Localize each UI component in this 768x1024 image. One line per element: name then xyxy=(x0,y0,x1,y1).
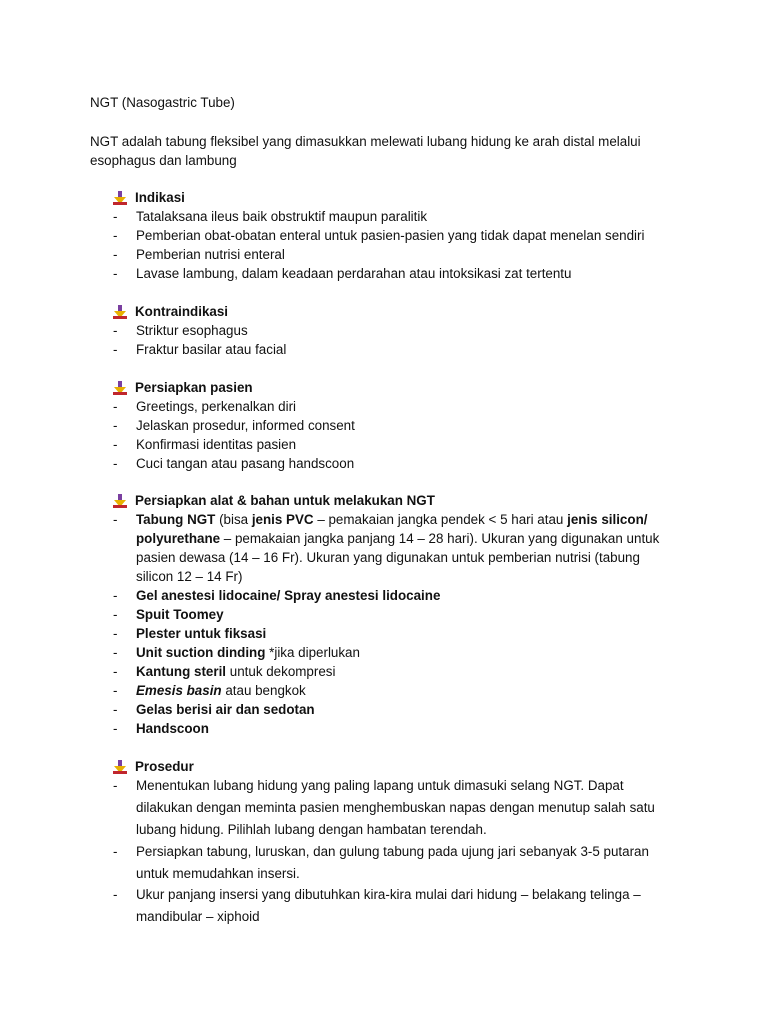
list-dash: - xyxy=(113,228,118,243)
list-dash: - xyxy=(113,778,118,793)
list-item: Fraktur basilar atau facial xyxy=(136,342,287,357)
list-dash: - xyxy=(113,342,118,357)
heading-text: Prosedur xyxy=(135,759,194,774)
list-item: Konfirmasi identitas pasien xyxy=(136,437,297,452)
down-arrow-bullet-icon xyxy=(113,191,127,205)
list-dash: - xyxy=(113,266,118,281)
list-dash: - xyxy=(113,702,118,717)
list-item-spuit: Spuit Toomey xyxy=(136,607,224,622)
section-heading-persiapan-alat xyxy=(113,492,435,510)
list-item: Jelaskan prosedur, informed consent xyxy=(136,418,355,433)
list-item-emesis: Emesis basin atau bengkok xyxy=(136,683,306,698)
section-heading-kontraindikasi xyxy=(113,303,228,321)
list-item-suction: Unit suction dinding *jika diperlukan xyxy=(136,645,360,660)
section-heading-prosedur xyxy=(113,758,194,776)
list-item-gelas: Gelas berisi air dan sedotan xyxy=(136,702,315,717)
down-arrow-bullet-icon xyxy=(113,494,127,508)
list-dash: - xyxy=(113,607,118,622)
list-item-kantung: Kantung steril untuk dekompresi xyxy=(136,664,336,679)
list-item: Striktur esophagus xyxy=(136,323,248,338)
list-item-tabung-line-4: silicon 12 – 14 Fr) xyxy=(136,569,243,584)
list-item-gel: Gel anestesi lidocaine/ Spray anestesi lidocaine xyxy=(136,588,441,603)
list-dash: - xyxy=(113,721,118,736)
prosedur-item-1-line-2: dilakukan dengan meminta pasien menghembuskan napas dengan menutup salah satu xyxy=(136,800,655,815)
list-dash: - xyxy=(113,664,118,679)
prosedur-item-2-line-1: Persiapkan tabung, luruskan, dan gulung tabung pada ujung jari sebanyak 3-5 putaran xyxy=(136,844,649,859)
list-item-tabung-line-2: polyurethane – pemakaian jangka panjang 14 – 28 hari). Ukuran yang digunakan untuk xyxy=(136,531,660,546)
list-dash: - xyxy=(113,323,118,338)
list-dash: - xyxy=(113,645,118,660)
list-dash: - xyxy=(113,887,118,902)
list-dash: - xyxy=(113,844,118,859)
list-dash: - xyxy=(113,456,118,471)
list-dash: - xyxy=(113,399,118,414)
list-dash: - xyxy=(113,437,118,452)
prosedur-item-1-line-1: Menentukan lubang hidung yang paling lapang untuk dimasuki selang NGT. Dapat xyxy=(136,778,624,793)
heading-text: Persiapkan pasien xyxy=(135,380,253,395)
list-dash: - xyxy=(113,512,118,527)
down-arrow-bullet-icon xyxy=(113,760,127,774)
heading-text: Kontraindikasi xyxy=(135,304,229,319)
list-item: Tatalaksana ileus baik obstruktif maupun paralitik xyxy=(136,209,428,224)
list-item: Pemberian obat-obatan enteral untuk pasien-pasien yang tidak dapat menelan sendiri xyxy=(136,228,645,243)
down-arrow-bullet-icon xyxy=(113,305,127,319)
list-item: Cuci tangan atau pasang handscoon xyxy=(136,456,355,471)
heading-text: Indikasi xyxy=(135,190,185,205)
list-dash: - xyxy=(113,247,118,262)
intro-line-2: esophagus dan lambung xyxy=(90,153,237,168)
list-dash: - xyxy=(113,209,118,224)
list-item-tabung-line-3: pasien dewasa (14 – 16 Fr). Ukuran yang digunakan untuk pemberian nutrisi (tabung xyxy=(136,550,640,565)
list-dash: - xyxy=(113,588,118,603)
list-dash: - xyxy=(113,418,118,433)
list-item-tabung-line-1: Tabung NGT (bisa jenis PVC – pemakaian jangka pendek < 5 hari atau jenis silicon/ xyxy=(136,512,648,527)
list-item: Pemberian nutrisi enteral xyxy=(136,247,285,262)
down-arrow-bullet-icon xyxy=(113,381,127,395)
prosedur-item-1-line-3: lubang hidung. Pilihlah lubang dengan hambatan terendah. xyxy=(136,822,487,837)
prosedur-item-3-line-2: mandibular – xiphoid xyxy=(136,909,260,924)
prosedur-item-3-line-1: Ukur panjang insersi yang dibutuhkan kira-kira mulai dari hidung – belakang telinga – xyxy=(136,887,641,902)
list-item: Greetings, perkenalkan diri xyxy=(136,399,297,414)
document-title: NGT (Nasogastric Tube) xyxy=(90,95,235,110)
prosedur-item-2-line-2: untuk memudahkan insersi. xyxy=(136,866,300,881)
list-item-plester: Plester untuk fiksasi xyxy=(136,626,267,641)
list-dash: - xyxy=(113,626,118,641)
list-dash: - xyxy=(113,683,118,698)
list-item: Lavase lambung, dalam keadaan perdarahan atau intoksikasi zat tertentu xyxy=(136,266,572,281)
heading-text: Persiapkan alat & bahan untuk melakukan NGT xyxy=(135,493,435,508)
list-item-handscoon: Handscoon xyxy=(136,721,209,736)
section-heading-indikasi xyxy=(113,189,185,207)
section-heading-persiapan-pasien xyxy=(113,379,253,397)
intro-line-1: NGT adalah tabung fleksibel yang dimasukkan melewati lubang hidung ke arah distal melalui xyxy=(90,134,641,149)
